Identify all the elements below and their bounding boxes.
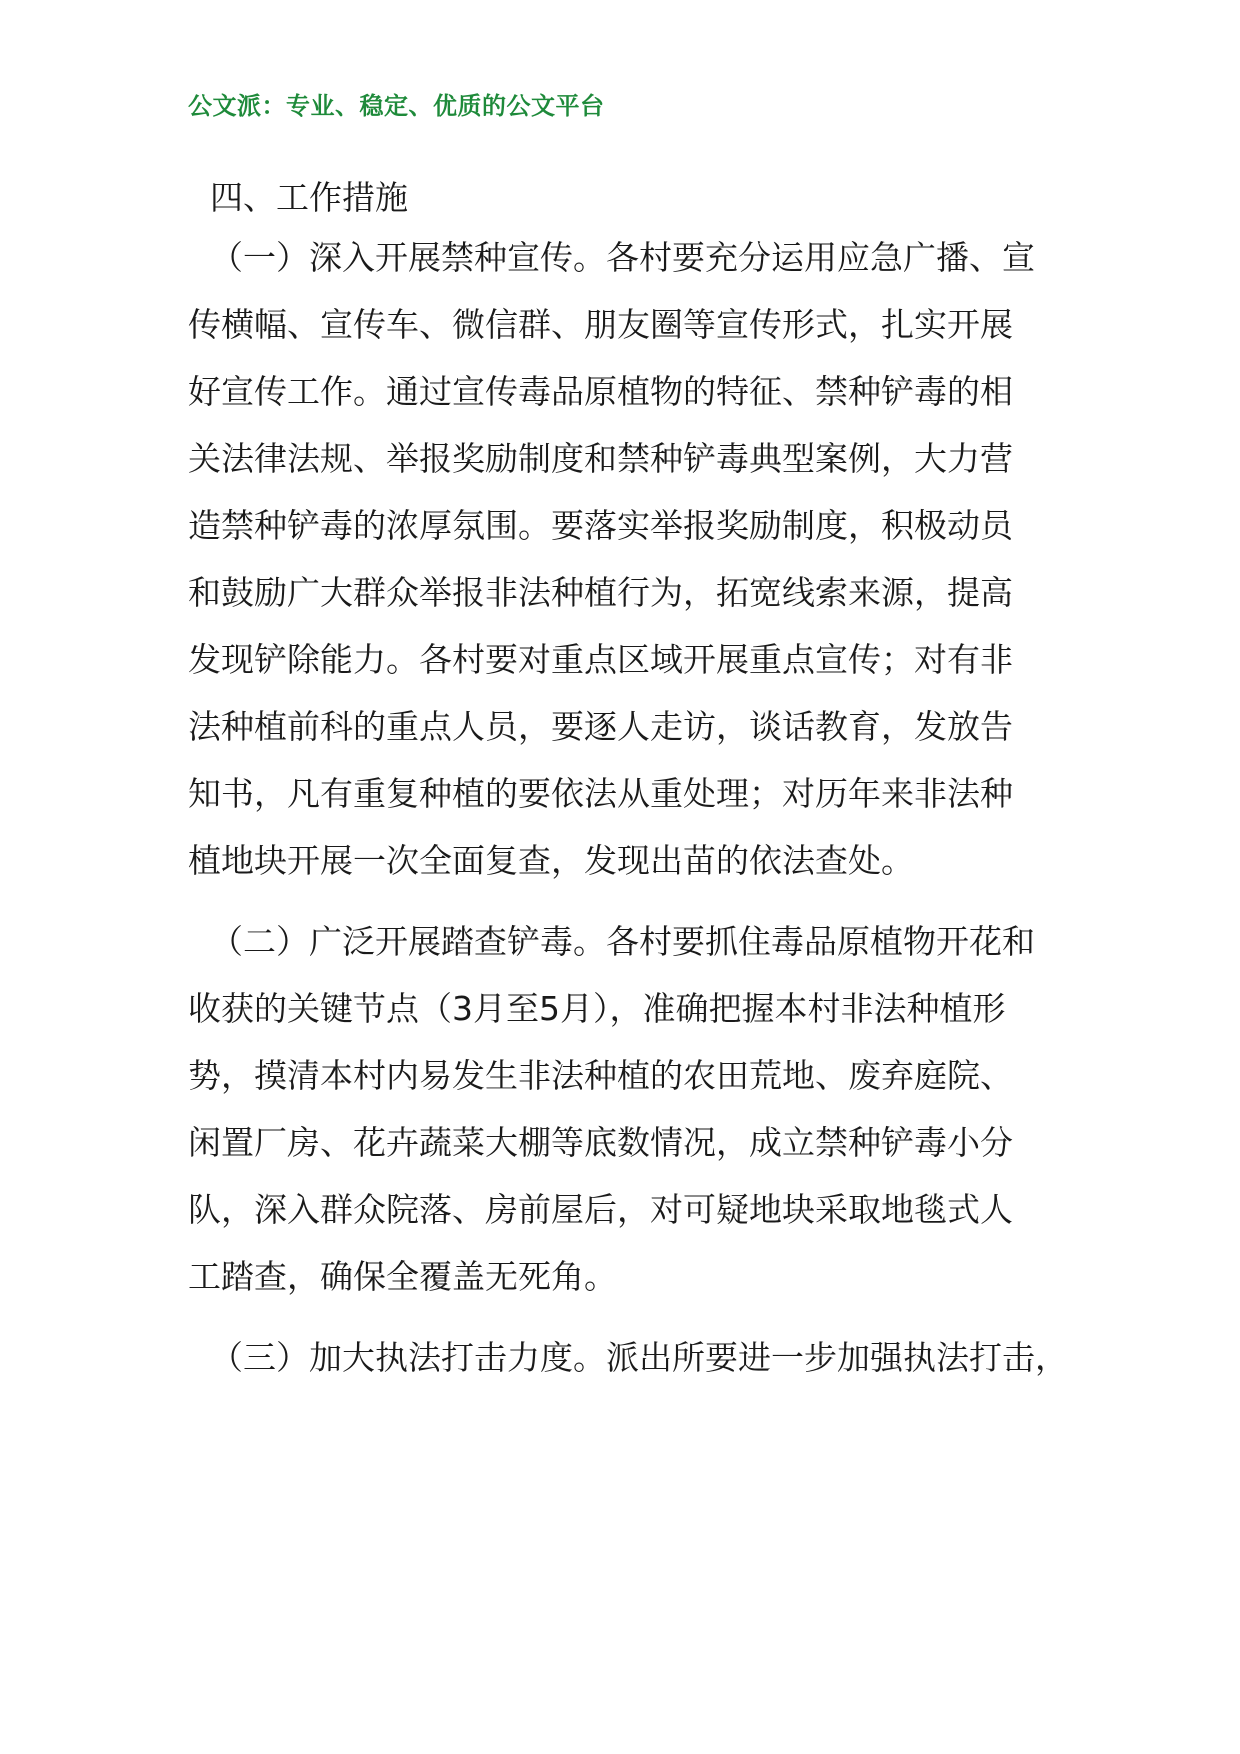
paragraph-1-line-10: 植地块开展一次全面复查，发现出苗的依法查处。: [188, 841, 914, 880]
paragraph-1-line-7: 发现铲除能力。各村要对重点区域开展重点宣传；对有非: [188, 640, 1013, 679]
paragraph-1-line-5: 造禁种铲毒的浓厚氛围。要落实举报奖励制度，积极动员: [188, 506, 1013, 545]
paragraph-2-line-5: 队，深入群众院落、房前屋后，对可疑地块采取地毯式人: [188, 1190, 1013, 1229]
paragraph-1-line-6: 和鼓励广大群众举报非法种植行为，拓宽线索来源，提高: [188, 573, 1013, 612]
paragraph-1-line-2: 传横幅、宣传车、微信群、朋友圈等宣传形式，扎实开展: [188, 305, 1013, 344]
paragraph-1-line-3: 好宣传工作。通过宣传毒品原植物的特征、禁种铲毒的相: [188, 372, 1013, 411]
paragraph-1-line-4: 关法律法规、举报奖励制度和禁种铲毒典型案例，大力营: [188, 439, 1013, 478]
paragraph-2-line-4: 闲置厂房、花卉蔬菜大棚等底数情况，成立禁种铲毒小分: [188, 1123, 1013, 1162]
paragraph-1-line-1: （一）深入开展禁种宣传。各村要充分运用应急广播、宣: [210, 238, 1035, 277]
paragraph-2-line-6: 工踏查，确保全覆盖无死角。: [188, 1257, 617, 1296]
paragraph-2-line-1: （二）广泛开展踏查铲毒。各村要抓住毒品原植物开花和: [210, 922, 1035, 961]
paragraph-2-line-3: 势，摸清本村内易发生非法种植的农田荒地、废弃庭院、: [188, 1056, 1013, 1095]
section-heading: 四、工作措施: [210, 178, 408, 217]
paragraph-2-line-2: 收获的关键节点（3月至5月），准确把握本村非法种植形: [188, 989, 1006, 1028]
paragraph-1-line-8: 法种植前科的重点人员，要逐人走访，谈话教育，发放告: [188, 707, 1013, 746]
site-header-title: 公文派：专业、稳定、优质的公文平台: [188, 92, 605, 120]
paragraph-1-line-9: 知书，凡有重复种植的要依法从重处理；对历年来非法种: [188, 774, 1013, 813]
paragraph-3-line-1: （三）加大执法打击力度。派出所要进一步加强执法打击，: [210, 1338, 1068, 1377]
